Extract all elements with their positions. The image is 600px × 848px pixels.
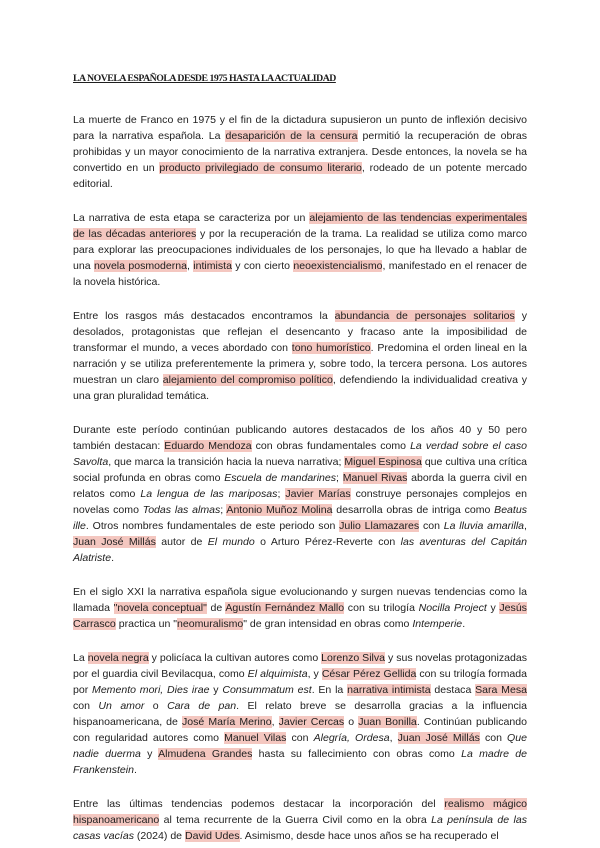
highlighted-term: Almudena Grandes — [158, 748, 253, 760]
italic-title: La península de las casas vacías — [73, 814, 527, 842]
text-run: . Continúan publicando con regularidad autores como — [73, 716, 527, 744]
highlighted-term: Juan José Millás — [73, 536, 156, 548]
text-run: , — [186, 260, 194, 272]
highlighted-term: alejamiento del compromiso político — [162, 374, 333, 386]
text-run: , que marca la transición hacia la nueva narrativa; — [108, 456, 345, 468]
highlighted-term: Agustín Fernández Mallo — [225, 602, 345, 614]
text-run: al tema recurrente de la Guerra Civil como en la obra — [159, 814, 432, 826]
document-title: LA NOVELA ESPAÑOLA DESDE 1975 HASTA LA ACTUALIDAD — [73, 73, 336, 84]
italic-title: La verdad sobre el caso Savolta — [73, 440, 527, 468]
document-body — [73, 112, 527, 844]
text-run: La narrativa de esta etapa se caracteriza por un — [73, 212, 310, 224]
highlighted-term: Julio Llamazares — [339, 520, 420, 532]
highlighted-term: Lorenzo Silva — [321, 652, 386, 664]
text-run: construye personajes complejos en novelas como — [73, 488, 527, 516]
text-run: permitió la recuperación de obras prohibidas y un mayor conocimiento de la narrativa extranjera. Desde entonces, la novela se ha convertido en un — [73, 130, 528, 174]
highlighted-term: Manuel Vilas — [224, 732, 287, 744]
text-run: hasta su fallecimiento con obras como — [252, 748, 462, 760]
italic-title: Nocilla Project — [418, 602, 487, 614]
text-run: con — [419, 520, 444, 532]
text-run: con obras fundamentales como — [251, 440, 411, 452]
text-run: con — [286, 732, 314, 744]
text-run: con — [73, 700, 99, 712]
italic-title: Consummatum est — [222, 684, 312, 696]
text-run: Durante este período continúan publicando autores destacados de los años 40 y 50 pero también destacan: — [73, 424, 527, 452]
text-run: (2024) de — [133, 830, 185, 842]
highlighted-term: narrativa intimista — [347, 684, 431, 696]
text-run: . En la — [311, 684, 348, 696]
paragraph-3 — [73, 308, 527, 404]
text-run: La — [73, 652, 88, 664]
text-run: ; — [220, 504, 227, 516]
paragraph-5 — [73, 584, 527, 632]
text-run: y — [486, 602, 500, 614]
highlighted-term: alejamiento de las tendencias experimentales de las décadas anteriores — [73, 212, 527, 240]
highlighted-term: novela negra — [87, 652, 149, 664]
text-run: . Predomina el orden lineal en la narración y se utiliza preferentemente la primera y, sobre todo, la tercera persona. Los autores muestran un claro — [73, 342, 527, 386]
text-run: destaca — [430, 684, 476, 696]
italic-title: La lengua de las mariposas — [140, 488, 278, 500]
highlighted-term: Jesús Carrasco — [73, 602, 527, 630]
highlighted-term: Javier Cercas — [278, 716, 345, 728]
text-run: , defendiendo la individualidad creativa y una gran pluralidad temática. — [73, 374, 527, 402]
text-run: , rodeado de un potente mercado editorial. — [73, 162, 527, 190]
highlighted-term: novela posmoderna — [93, 260, 187, 272]
text-run: . Asimismo, desde hace unos años se ha recuperado el — [239, 830, 499, 842]
paragraph-2 — [73, 210, 527, 290]
highlighted-term: producto privilegiado de consumo literario — [159, 162, 362, 174]
text-run: . — [111, 552, 115, 564]
paragraph-4 — [73, 422, 527, 566]
text-run: desarrolla obras de intriga como — [332, 504, 495, 516]
text-run: En el siglo XXI la narrativa española sigue evolucionando y surgen nuevas tendencias como la llamada — [73, 586, 527, 614]
highlighted-term: realismo mágico hispanoamericano — [73, 798, 527, 826]
highlighted-term: Antonio Muñoz Molina — [226, 504, 333, 516]
italic-title: las aventuras del Capitán Alatriste — [73, 536, 528, 564]
text-run: y policíaca la cultivan autores como — [148, 652, 322, 664]
highlighted-term: Eduardo Mendoza — [164, 440, 252, 452]
highlighted-term: Javier Marías — [285, 488, 351, 500]
paragraph-6 — [73, 650, 527, 778]
text-run: aborda la guerra civil en relatos como — [73, 472, 527, 500]
highlighted-term: Juan Bonilla — [358, 716, 417, 728]
text-run: . Otros nombres fundamentales de este periodo son — [85, 520, 340, 532]
italic-title: Memento mori, Dies irae — [92, 684, 210, 696]
italic-title: Alegría, Ordesa — [313, 732, 390, 744]
text-run: con — [479, 732, 508, 744]
text-run: que cultiva una crítica social profunda en obras como — [73, 456, 527, 484]
text-run: y — [209, 684, 223, 696]
text-run: , y — [307, 668, 322, 680]
text-run: . — [462, 618, 466, 630]
text-run: y desolados, protagonistas que reflejan el desencanto y fracaso ante la imposibilidad de transformar el mundo, a veces abordado con — [73, 310, 527, 354]
italic-title: Beatus ille — [73, 504, 527, 532]
italic-title: La lluvia amarilla — [443, 520, 525, 532]
highlighted-term: César Pérez Gellida — [321, 668, 417, 680]
highlighted-term: José María Merino — [181, 716, 272, 728]
highlighted-term: "novela conceptual" — [113, 602, 207, 614]
highlighted-term: neoexistencialismo — [293, 260, 383, 272]
italic-title: La madre de Frankenstein — [73, 748, 528, 776]
text-run: , manifestado en el renacer de la novela histórica. — [73, 260, 527, 288]
text-run: . — [133, 764, 137, 776]
highlighted-term: David Udes — [184, 830, 240, 842]
text-run: y — [140, 748, 159, 760]
highlighted-term: tono humorístico — [291, 342, 371, 354]
text-run: Entre los rasgos más destacados encontramos la — [73, 310, 335, 322]
text-run: , — [271, 716, 279, 728]
text-run: La muerte de Franco en 1975 y el fin de la dictadura supusieron un punto de inflexión decisivo para la narrativa española. La — [73, 114, 527, 142]
text-run: autor de — [155, 536, 208, 548]
italic-title: Que nadie duerma — [73, 732, 527, 760]
text-run: de — [206, 602, 226, 614]
italic-title: El alquimista — [247, 668, 308, 680]
text-run: y sus novelas protagonizadas por el guardia civil Bevilacqua, como — [73, 652, 527, 680]
text-run: ; — [277, 488, 286, 500]
text-run: o Arturo Pérez-Reverte con — [254, 536, 401, 548]
paragraph-1 — [73, 112, 527, 192]
highlighted-term: abundancia de personajes solitarios — [334, 310, 515, 322]
text-run: con su trilogía formada por — [73, 668, 527, 696]
text-run: y con cierto — [231, 260, 294, 272]
text-run: o — [144, 700, 168, 712]
italic-title: Cara de pan — [167, 700, 237, 712]
text-run: y por la recuperación de la trama. La realidad se utiliza como marco para explorar las preocupaciones individuales de los personajes, lo que ha llevado a hablar de una — [73, 228, 527, 272]
highlighted-term: Juan José Millás — [397, 732, 480, 744]
italic-title: Intemperie — [412, 618, 463, 630]
text-run: " de gran intensidad en obras como — [243, 618, 413, 630]
highlighted-term: Miguel Espinosa — [344, 456, 422, 468]
highlighted-term: neomuralismo — [177, 618, 244, 630]
text-run: con su trilogía — [344, 602, 419, 614]
italic-title: Escuela de mandarines — [224, 472, 337, 484]
highlighted-term: desaparición de la censura — [225, 130, 358, 142]
highlighted-term: Manuel Rivas — [342, 472, 408, 484]
text-run: . El relato breve se desarrolla gracias a la influencia hispanoamericana, de — [73, 700, 527, 728]
italic-title: El mundo — [207, 536, 255, 548]
text-run: , — [389, 732, 398, 744]
italic-title: Un amor — [98, 700, 145, 712]
paragraph-7 — [73, 796, 527, 844]
highlighted-term: intimista — [193, 260, 232, 272]
text-run: , — [524, 520, 527, 532]
text-run: practica un " — [115, 618, 177, 630]
text-run: o — [344, 716, 359, 728]
italic-title: Todas las almas — [142, 504, 221, 516]
text-run: Entre las últimas tendencias podemos destacar la incorporación del — [73, 798, 445, 810]
text-run: ; — [336, 472, 343, 484]
highlighted-term: Sara Mesa — [475, 684, 527, 696]
